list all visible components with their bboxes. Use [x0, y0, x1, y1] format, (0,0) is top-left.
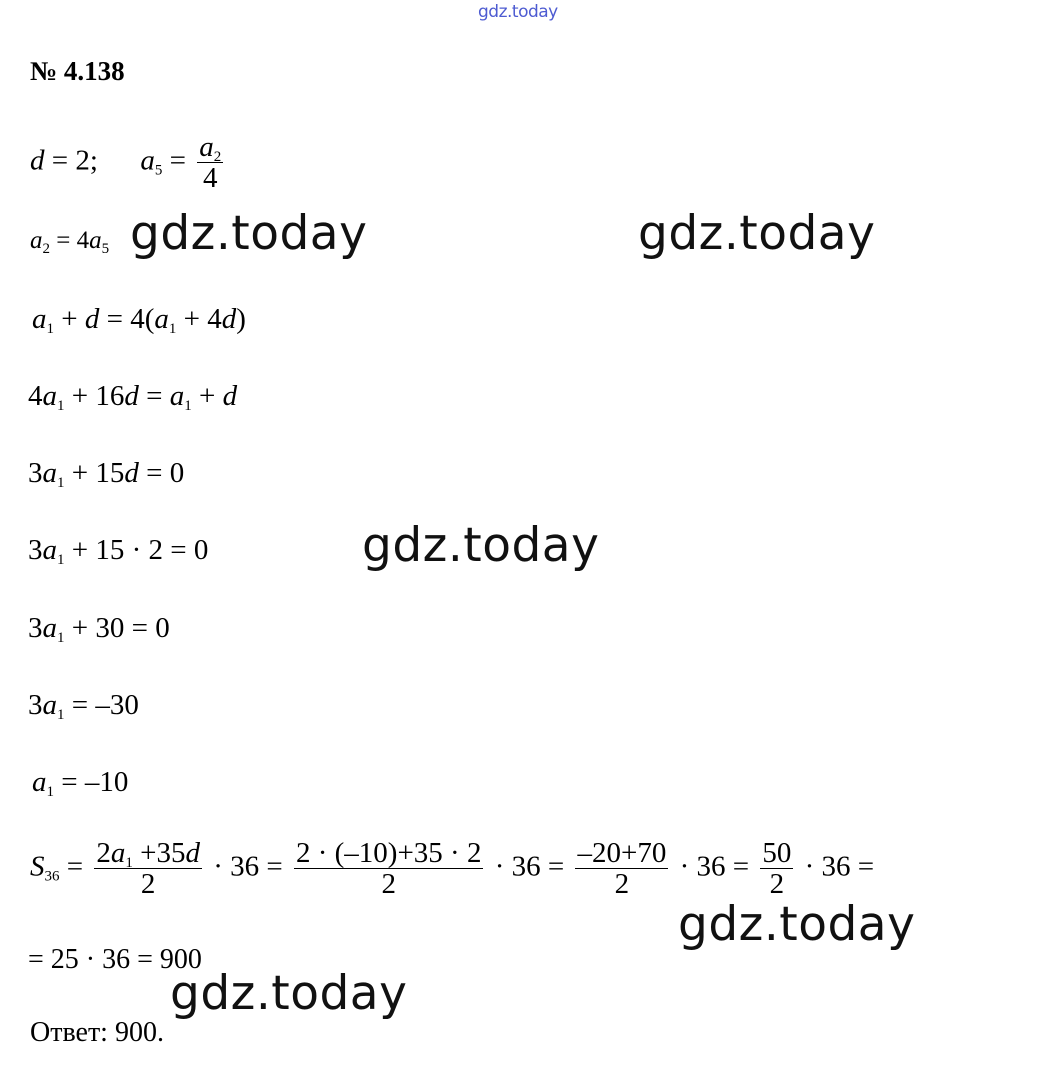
equation-line-9: $a_1 = -10$: [32, 766, 129, 800]
problem-number: № 4.138: [30, 56, 125, 86]
var-d: d: [30, 144, 45, 177]
watermark-top: gdz.today: [478, 2, 558, 22]
watermark-large: gdz.today: [130, 206, 368, 261]
equation-line-7: $3a_1 + 30 = 0$: [28, 612, 170, 646]
answer-text: Ответ: 900.: [30, 1017, 164, 1048]
equation-line-11: = 25 · 36 = 900: [28, 944, 202, 975]
equation-line-8: $3a_1 = -30$: [28, 689, 139, 723]
fraction-4: $\frac{50}{2}$: [762, 837, 792, 901]
fraction-3: $\frac{-20+70}{2}$: [577, 837, 667, 901]
watermark-large: gdz.today: [362, 518, 600, 573]
watermark-large: gdz.today: [638, 206, 876, 261]
fraction-a2-over-4: $\frac{a_2}{4}$: [199, 131, 222, 195]
equation-line-2: $a_2 = 4a_5$: [30, 227, 110, 257]
watermark-large: gdz.today: [678, 897, 916, 952]
fraction-1: $\frac{2a_1 +35d}{2}$: [96, 837, 200, 901]
equation-line-6: $3a_1 + 15 \cdot 2 = 0$: [28, 534, 209, 568]
fraction-2: $\frac{2 \cdot (-10)+35 \cdot 2}{2}$: [295, 837, 482, 901]
equation-line-10: $S_{36}$ = $\frac{2a_1 +35d}{2}$ · 36 = $\frac{2 \cdot (-10)+35 \cdot 2}{2}$ · 36 = $\frac{-20+70}{2}$ · 36 = $\frac{50}{2}$ · 36 =: [30, 837, 875, 901]
equation-line-3: $a_1 + d = 4(a_1 + 4d)$: [32, 303, 246, 337]
equation-line-5: $3a_1 + 15d = 0$: [28, 457, 185, 491]
watermark-large: gdz.today: [170, 966, 408, 1021]
equation-line-1: d = 2; $a_5$ = $\frac{a_2}{4}$: [30, 131, 222, 195]
equation-line-4: $4a_1 + 16d = a_1 + d$: [28, 380, 238, 414]
